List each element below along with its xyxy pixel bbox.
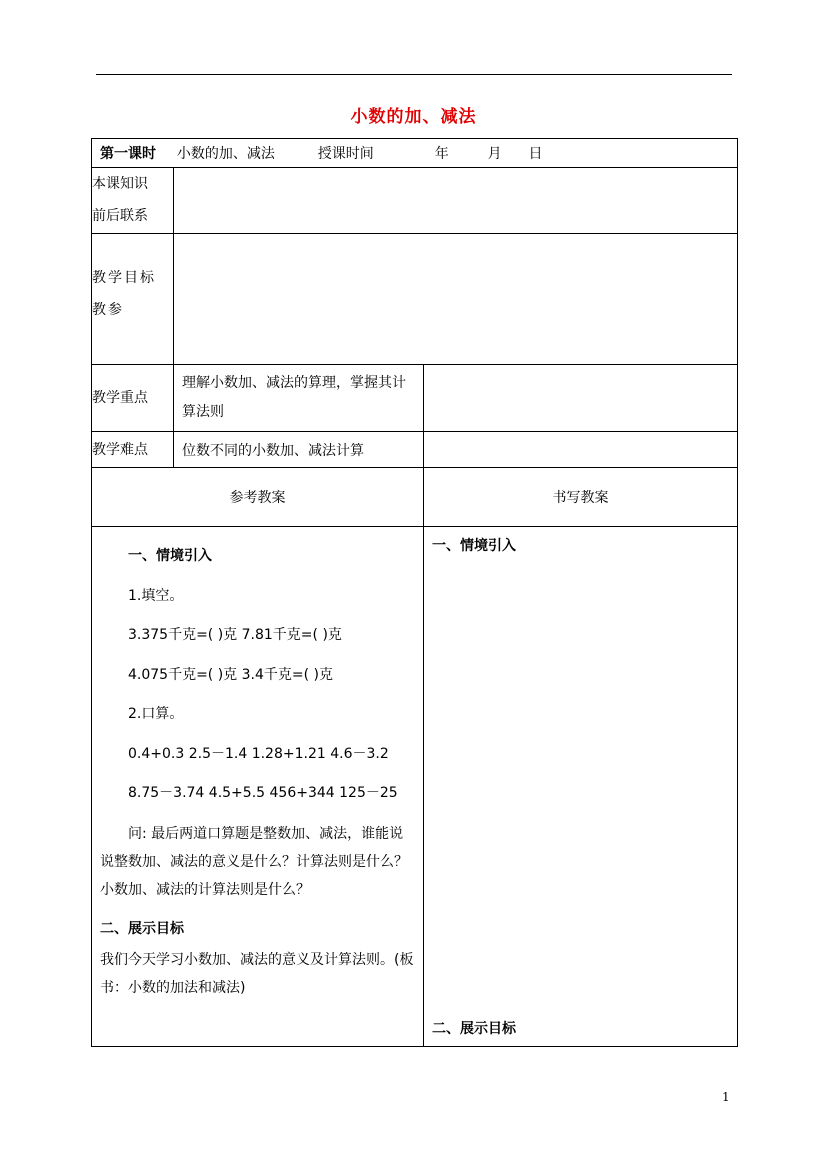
lesson-plan-table: [91, 138, 738, 1047]
lesson-topic: 小数的加、减法: [176, 146, 275, 162]
header-row: [92, 139, 738, 168]
writing-plan-content: [424, 527, 738, 1047]
knowledge-row: [92, 168, 738, 234]
key-notes: [424, 365, 738, 432]
reference-plan-header: 参考教案: [92, 468, 424, 527]
difficulty-row: [92, 432, 738, 468]
knowledge-content: [174, 168, 738, 234]
reference-plan-content: [92, 527, 424, 1047]
key-label: 教学重点: [92, 365, 174, 432]
plan-content-row: [92, 527, 738, 1047]
ref-question: 问: 最后两道口算题是整数加、减法，谁能说说整数加、减法的意义是什么？计算法则是什么？小数加、减法的计算法则是什么？: [100, 825, 408, 898]
difficulty-content: 位数不同的小数加、减法计算: [174, 432, 424, 468]
writing-plan-header: 书写教案: [424, 468, 738, 527]
ref-line-3: 0.4+0.3 2.5－1.4 1.28+1.21 4.6－3.2: [128, 745, 389, 762]
ref-goal-text: 我们今天学习小数加、减法的意义及计算法则。(板书：小数的加法和减法): [100, 951, 414, 996]
header-rule: [96, 74, 732, 75]
difficulty-notes: [424, 432, 738, 468]
ref-line-1: 3.375千克=( )克 7.81千克=( )克: [128, 627, 342, 643]
difficulty-label: 教学难点: [92, 432, 174, 468]
key-content: 理解小数加、减法的算理，掌握其计算法则: [174, 365, 424, 432]
ref-item-1: 1.填空。: [128, 587, 184, 604]
month-label: 月: [487, 146, 502, 162]
page-title: 小数的加、减法: [350, 107, 477, 127]
key-row: [92, 365, 738, 432]
knowledge-label: 本课知识 前后联系: [92, 168, 174, 234]
ref-line-2: 4.075千克=( )克 3.4千克=( )克: [128, 666, 334, 683]
lesson-label: 第一课时: [100, 146, 156, 162]
writing-section-1: 一、情境引入: [432, 538, 516, 554]
year-label: 年: [434, 146, 449, 162]
ref-line-4: 8.75－3.74 4.5+5.5 456+344 125－25: [128, 785, 398, 801]
time-label: 授课时间: [317, 146, 374, 162]
column-header-row: [92, 468, 738, 527]
goal-label: 教学目标 教参: [92, 234, 174, 365]
ref-section-2: 二、展示目标: [100, 920, 184, 937]
page-number: 1: [722, 1090, 730, 1104]
day-label: 日: [528, 146, 543, 162]
goal-content: [174, 234, 738, 365]
ref-item-2: 2.口算。: [128, 706, 184, 722]
goal-row: [92, 234, 738, 365]
ref-section-1: 一、情境引入: [128, 548, 212, 564]
writing-section-2: 二、展示目标: [432, 1021, 516, 1037]
